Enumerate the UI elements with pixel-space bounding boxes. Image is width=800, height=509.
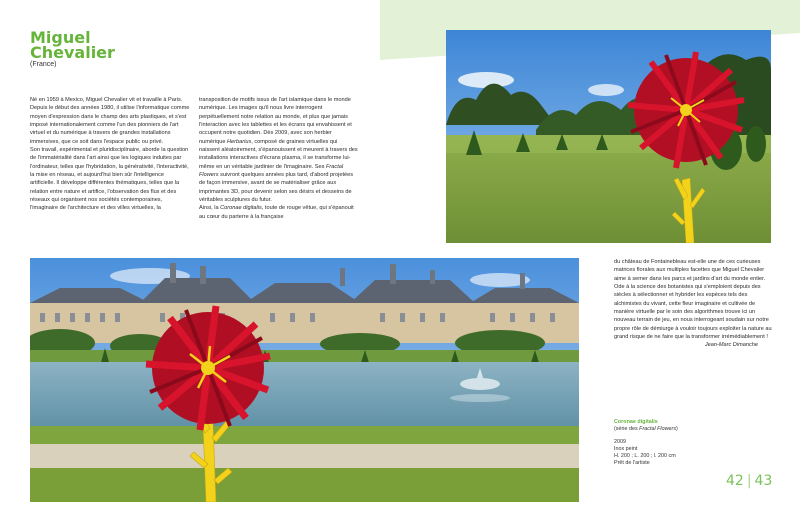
text-run: Ainsi, la (199, 205, 221, 212)
page-number-separator: | (746, 473, 752, 489)
caption-series-suffix: ) (676, 426, 678, 432)
work-title-coronae: Coronae digitalis (220, 205, 262, 212)
paragraph: Son travail, expérimental et pluridisciplinaire, aborde la question de l'immatérialité dans l'art ainsi que les logiques induites par l'ordinateur, telles que l'hybridation, la générativité, l'interactivité, la mise en réseau, et aujourd'hui bien sûr l'intelligence artificielle. Il développe différentes thématiques, telles que la relation entre nature et artifice, l'observation des flux et des réseaux qui organisent nos sociétés contemporaines, l'imaginaire de l'architecture et des villes virtuelles, la (30, 147, 189, 212)
text-column-2 (199, 96, 359, 221)
caption-material: Inox peint (614, 446, 638, 452)
paragraph (199, 204, 359, 221)
photo-sculpture-garden (446, 30, 771, 243)
work-title-herbarius: Herbarius (227, 138, 252, 145)
artwork-caption (614, 419, 774, 467)
caption-series-prefix: (série des (614, 426, 640, 432)
text-column-3 (614, 258, 774, 350)
caption-year: 2009 (614, 439, 626, 445)
work-title-fractal-flowers: Fractal Flowers (199, 163, 344, 179)
caption-credit: Prêt de l'artiste (614, 460, 650, 466)
artist-name (30, 30, 115, 60)
paragraph: Né en 1959 à Mexico, Miguel Chevalier vit et travaille à Paris. Depuis le début des années 1980, il utilise l'informatique comme moyen d'expression dans le champ des arts plastiques, et s'est imposé internationalement comme l'un des pionniers de l'art virtuel et du numérique à travers de grandes installations immersives, que ce soit dans l'espace public ou privé. (30, 97, 190, 145)
paragraph (199, 96, 359, 204)
caption-title: Coronae digitalis (614, 419, 658, 425)
photo-sculpture-garden-drawing (446, 30, 771, 243)
text-column-1 (30, 96, 190, 213)
artist-first-name: Miguel (30, 28, 91, 47)
page-number-right: 43 (754, 473, 773, 489)
text-run: , toute de rouge vêtue, qui s'épanouit au cœur du parterre à la française (199, 205, 354, 220)
paragraph: du château de Fontainebleau est-elle une de ces curieuses matrices florales aux multiples facettes que Miguel Chevalier aime à semer dans les parcs et jardins d'art du monde entier. Ode à la science des botanistes qui s'emploient depuis des siècles à sélectionner et hybrider les espèces tels des alchimistes du vivant, cette fleur imaginaire et cultivée de manière virtuelle par le soin des algorithmes trouve ici un nouveau terrain de jeu, en nous interrogeant soudain sur notre propre rôle de démiurge à vouloir toujours exploiter la nature au grand risque de ne faire que la transformer irrémédiablement ! (614, 259, 772, 341)
author-signature: Jean-Marc Dimanche (704, 342, 758, 349)
page-number-left: 42 (726, 473, 744, 489)
caption-dimensions: H. 200 ; L. 200 ; l. 200 cm (614, 453, 676, 459)
text-run: , composé de graines virtuelles qui naissent aléatoirement, s'épanouissent et meurent à travers des installations interactives d'écrans plasma, il se transforme lui-même en un véritable jardinier de l'imaginaire. Ses (199, 138, 358, 170)
artist-last-name: Chevalier (30, 43, 115, 62)
caption-series-name: Fractal Flowers (639, 426, 677, 432)
text-run: transposition de motifs issus de l'art islamique dans le monde numérique. Les images qu'il nous livre interrogent perpétuellement notre relation au monde, et plus que jamais l'interaction avec les tablettes et les écrans qui envahissent et occupent notre quotidien. Dès 2009, avec son herbier numérique (199, 97, 352, 145)
page-numbers (726, 473, 772, 489)
photo-sculpture-chateau-drawing (30, 258, 579, 502)
artist-country: (France) (30, 61, 57, 68)
photo-sculpture-chateau (30, 258, 579, 502)
caption-series (614, 426, 774, 433)
text-run: suivront quelques années plus tard, d'abord projetées de façon immersive, avant de se matérialiser grâce aux imprimantes 3D, pour devenir selon ses désirs et desseins de véritables sculptures du futur. (199, 172, 354, 204)
